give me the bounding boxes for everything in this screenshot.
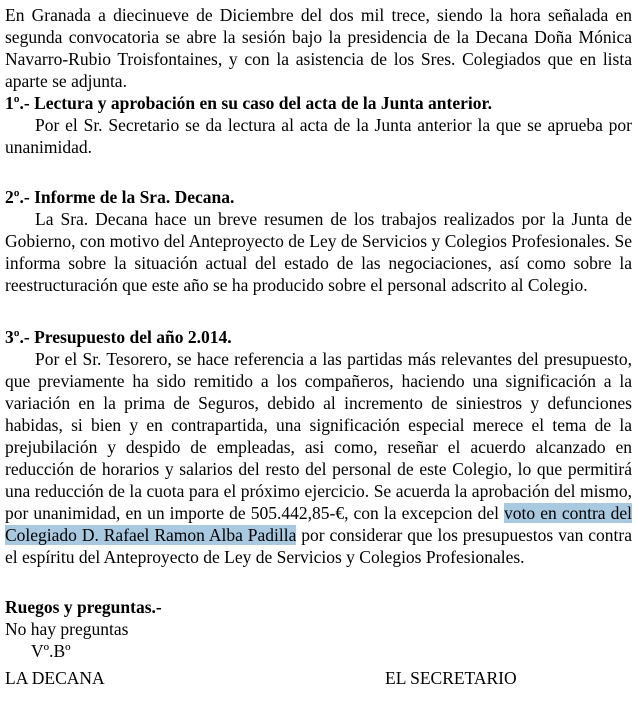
section-2-heading: 2º.- Informe de la Sra. Decana. — [5, 187, 235, 207]
highlighted-text: voto en contra del Colegiado D. Rafael Ramon Alba Padilla — [5, 503, 633, 545]
section-1-heading: 1º.- Lectura y aprobación en su caso del acta de la Junta anterior. — [5, 93, 493, 113]
section-3-text-before-highlight: Por el Sr. Tesorero, se hace referencia a las partidas más relevantes del presupuesto, que previamente ha sido remitido a los compañeros, haciendo una significación a la variación en la prima de Seguros, debido al incremento de siniestros y defunciones habidas, si bien y en contrapartida, una significación especial merece el tema de la prejubilación y despido de empleadas, asi como, reseñar el acuerdo alcanzado en reducción de horarios y salarios del resto del personal de este Colegio, lo que permitirá una reducción de la cuota para el próximo ejercicio. Se acuerda la aprobación del mismo, por unanimidad, en un importe de 505.442,85-€, con la excepcion del — [5, 349, 632, 523]
no-questions-line: No hay preguntas — [5, 619, 129, 639]
intro-paragraph: En Granada a diecinueve de Diciembre del dos mil trece, siendo la hora señalada en segunda convocatoria se abre la sesión bajo la presidencia de la Decana Doña Mónica Navarro-Rubio Troisfontaines, y con la asistencia de los Sres. Colegiados que en lista aparte se adjunta. — [5, 5, 632, 91]
section-3-heading: 3º.- Presupuesto del año 2.014. — [5, 327, 232, 347]
signature-left-dean: LA DECANA — [5, 668, 105, 688]
section-2-body: La Sra. Decana hace un breve resumen de los trabajos realizados por la Junta de Gobierno, con motivo del Anteproyecto de Ley de Servicios y Colegios Profesionales. Se informa sobre la situación actual del estado de las negociaciones, así como sobre la reestructuración que este año se ha producido sobre el personal adscrito al Colegio. — [5, 209, 632, 295]
section-1-body: Por el Sr. Secretario se da lectura al acta de la Junta anterior la que se aprueba por unanimidad. — [5, 115, 632, 157]
signature-right-secretary: EL SECRETARIO — [385, 668, 517, 688]
closing-heading: Ruegos y preguntas.- — [5, 597, 162, 617]
vb-line: Vº.Bº — [31, 641, 71, 661]
section-3-body — [5, 348, 632, 568]
section-3-text-after-highlight: por considerar que los presupuestos van contra el espíritu del Anteproyecto de Ley de Servicios y Colegios Profesionales. — [5, 525, 632, 567]
signature-row — [5, 667, 632, 689]
